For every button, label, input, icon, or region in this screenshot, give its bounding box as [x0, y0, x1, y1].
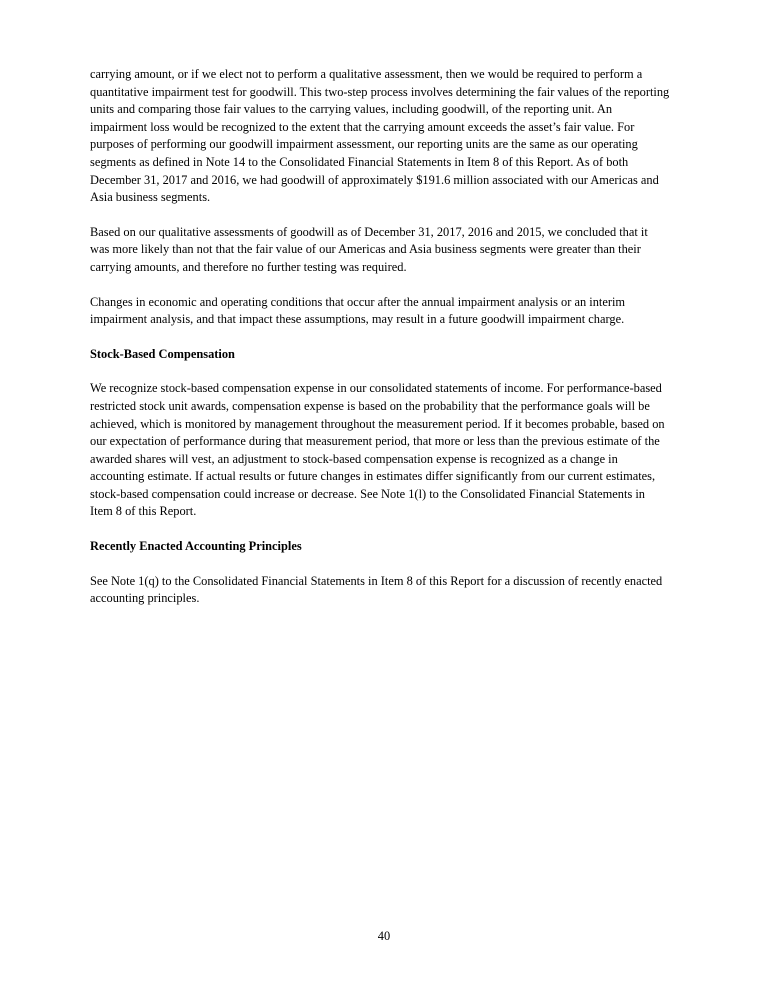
page-number: 40 — [377, 929, 391, 943]
text-line: Changes in economic and operating conditions that occur after the annual impairment analysis or an interim — [90, 294, 626, 309]
text-line: December 31, 2017 and 2016, we had goodwill of approximately $191.6 million associated with our Americas and — [90, 172, 659, 187]
text-line: units and comparing those fair values to the carrying values, including goodwill, of the reporting unit. An — [90, 102, 613, 117]
text-line: carrying amount, or if we elect not to perform a qualitative assessment, then we would be required to perform a — [90, 67, 643, 81]
text-line: accounting principles. — [90, 591, 200, 606]
text-line: We recognize stock-based compensation expense in our consolidated statements of income. For performance-based — [90, 381, 662, 396]
text-line: restricted stock unit awards, compensation expense is based on the probability that the performance goals will be — [90, 398, 650, 413]
text-line: accounting estimate. If actual results or future changes in estimates differ significantly from our current estimates, — [90, 469, 656, 484]
text-line: stock-based compensation could increase or decrease. See Note 1(l) to the Consolidated Financial Statements in — [90, 486, 646, 501]
text-line: impairment analysis, and that impact these assumptions, may result in a future goodwill impairment charge. — [90, 312, 625, 327]
text-line: segments as defined in Note 14 to the Consolidated Financial Statements in Item 8 of this Report. As of both — [90, 154, 629, 169]
text-line: impairment loss would be recognized to the extent that the carrying amount exceeds the asset’s fair value. For — [90, 119, 635, 134]
text-line: quantitative impairment test for goodwill. This two-step process involves determining the fair values of the reporting — [90, 84, 670, 99]
qualitative-assessment-paragraph — [90, 224, 690, 277]
text-line: our expectation of performance during that measurement period, that more or less than the previous estimate of the — [90, 434, 660, 449]
text-line: carrying amounts, and therefore no further testing was required. — [90, 259, 407, 274]
text-line: purposes of performing our goodwill impairment assessment, our reporting units are the same as our operating — [90, 137, 638, 152]
text-line: was more likely than not that the fair value of our Americas and Asia business segments were greater than their — [90, 242, 641, 257]
stock-based-compensation-paragraph — [90, 380, 690, 521]
goodwill-impairment-paragraph — [90, 66, 690, 207]
stock-based-compensation-heading: Stock-Based Compensation — [90, 346, 235, 361]
economic-conditions-paragraph — [90, 294, 690, 329]
text-line: See Note 1(q) to the Consolidated Financial Statements in Item 8 of this Report for a discussion of recently enacted — [90, 573, 663, 588]
text-line: Based on our qualitative assessments of goodwill as of December 31, 2017, 2016 and 2015, we concluded that it — [90, 224, 648, 239]
text-line: Asia business segments. — [90, 190, 211, 205]
recently-enacted-paragraph — [90, 573, 690, 608]
text-line: awarded shares will vest, an adjustment to stock-based compensation expense is recognized as a change in — [90, 451, 618, 466]
recently-enacted-heading: Recently Enacted Accounting Principles — [90, 539, 302, 554]
text-line: Item 8 of this Report. — [90, 504, 197, 519]
text-line: achieved, which is monitored by management throughout the measurement period. If it becomes probable, based on — [90, 416, 665, 431]
document-page — [90, 66, 690, 625]
